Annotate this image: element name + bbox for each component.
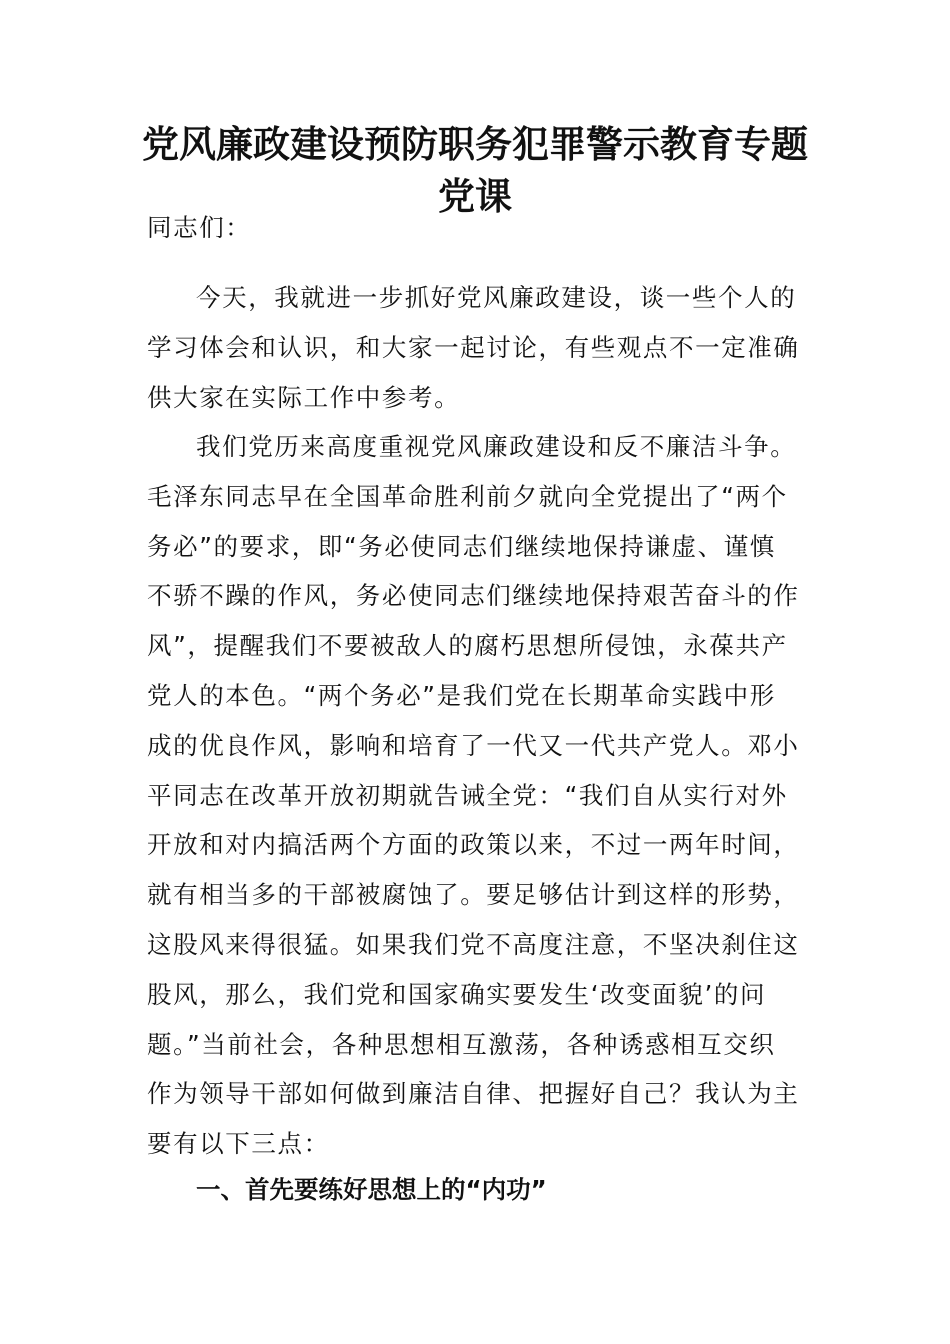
salutation [147, 203, 807, 253]
paragraph-line: 开放和对内搞活两个方面的政策以来，不过一两年时间， [147, 830, 800, 860]
paragraph-line: 就有相当多的干部被腐蚀了。要足够估计到这样的形势， [147, 880, 800, 910]
title-line-1: 党风廉政建设预防职务犯罪警示教育专题 [142, 122, 808, 166]
paragraph-line: 不骄不躁的作风，务必使同志们继续地保持艰苦奋斗的作 [147, 581, 800, 611]
title-line-2: 党课 [438, 174, 512, 218]
paragraph-line: 股风，那么，我们党和国家确实要发生‘改变面貌’的问 [147, 979, 767, 1009]
paragraph-intro [147, 273, 807, 422]
paragraph-line: 供大家在实际工作中参考。 [147, 382, 461, 412]
paragraph-line: 这股风来得很猛。如果我们党不高度注意，不坚决刹住这 [147, 929, 800, 959]
paragraph-line: 成的优良作风，影响和培育了一代又一代共产党人。邓小 [147, 730, 800, 760]
paragraph-line: 作为领导干部如何做到廉洁自律、把握好自己？我认为主 [147, 1079, 800, 1109]
paragraph-line: 务必”的要求，即“务必使同志们继续地保持谦虚、谨慎 [147, 531, 776, 561]
paragraph-line: 要有以下三点： [147, 1129, 330, 1159]
paragraph-line: 风”，提醒我们不要被敌人的腐朽思想所侵蚀，永葆共产 [147, 631, 788, 661]
paragraph-line: 平同志在改革开放初期就告诫全党：“我们自从实行对外 [147, 780, 788, 810]
paragraph-line: 学习体会和认识，和大家一起讨论，有些观点不一定准确 [147, 332, 800, 362]
paragraph-line: 今天，我就进一步抓好党风廉政建设，谈一些个人的 [196, 283, 797, 312]
paragraph-history [147, 422, 807, 1169]
paragraph-line: 题。”当前社会，各种思想相互激荡，各种诱惑相互交织 [147, 1029, 776, 1059]
section-heading: 一、首先要练好思想上的“内功” [196, 1175, 547, 1204]
salutation-text: 同志们： [147, 213, 252, 242]
paragraph-line: 党人的本色。“两个务必”是我们党在长期革命实践中形 [147, 680, 776, 710]
paragraph-line: 我们党历来高度重视党风廉政建设和反不廉洁斗争。 [196, 432, 797, 461]
paragraph-line: 毛泽东同志早在全国革命胜利前夕就向全党提出了“两个 [147, 481, 788, 511]
